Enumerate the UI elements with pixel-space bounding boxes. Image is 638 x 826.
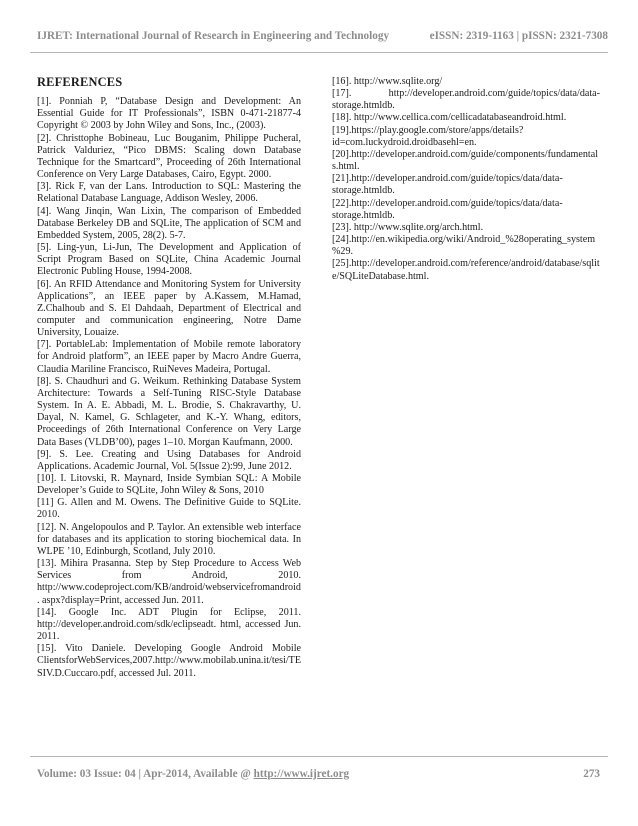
reference-item: [8]. S. Chaudhuri and G. Weikum. Rethinking Database System Architecture: Towards a Self-Tuning RISC-Style Database System. In A. E. Abbadi, M. L. Brodie, S. Chakravarthy, U. Dayal, N. Kamel, G. Schlageter, and K.-Y. Whang, editors, Proceedings of 26th International Conference on Very Large Data Bases (VLDB’00), pages 1–10. Morgan Kaufmann, 2000. xyxy=(37,375,301,448)
reference-item: [9]. S. Lee. Creating and Using Databases for Android Applications. Academic Journal, Vol. 5(Issue 2):99, June 2012. xyxy=(37,448,301,472)
reference-item: [24].http://en.wikipedia.org/wiki/Android_%28operating_system%29. xyxy=(332,234,596,258)
reference-item: [2]. Christtophe Bobineau, Luc Bouganim, Philippe Pucheral, Patrick Valduriez, “Pico DBMS: Scaling down Database Technique for the Smartcard”, Proceeding of 26th International Conference on Very Large Databases, Cairo, Egypt. 2000. xyxy=(37,132,301,181)
references-right-column xyxy=(332,76,600,283)
reference-item: [15]. Vito Daniele. Developing Google Android Mobile ClientsforWebServices,2007.http://www.mobilab.unina.it/tesi/TESIV.D.Cuccaro.pdf, accessed Jul. 2011. xyxy=(37,643,302,679)
reference-item: [12]. N. Angelopoulos and P. Taylor. An extensible web interface for databases and its application to storing biochemical data. In WLPE ’10, Edinburgh, Scotland, July 2010. xyxy=(37,521,301,557)
reference-item: [3]. Rick F, van der Lans. Introduction to SQL: Mastering the Relational Database Language, Addison Wesley, 2006. xyxy=(37,181,301,205)
running-footer xyxy=(37,768,600,784)
running-header xyxy=(37,30,608,46)
page-number: 273 xyxy=(583,768,600,780)
references-heading: REFERENCES xyxy=(37,75,123,89)
header-divider xyxy=(30,52,608,53)
volume-info xyxy=(37,768,349,784)
reference-item: [5]. Ling-yun, Li-Jun, The Development and Application of Script Program Based on SQLite, China Academic Journal Electronic Publing House, 1994-2008. xyxy=(37,242,301,278)
reference-item: [16]. http://www.sqlite.org/ xyxy=(332,76,443,87)
reference-item: [25].http://developer.android.com/reference/android/database/sqlite/SQLiteDatabase.html. xyxy=(332,258,600,282)
reference-item: [19].https://play.google.com/store/apps/details?id=com.luckydroid.droidbasehl=en. xyxy=(332,124,524,148)
reference-item: [10]. I. Litovski, R. Maynard, Inside Symbian SQL: A Mobile Developer’s Guide to SQLite, John Wiley & Sons, 2010 xyxy=(37,473,301,497)
reference-item: [18]. http://www.cellica.com/cellicadatabaseandroid.html. xyxy=(332,112,567,124)
reference-item: [11] G. Allen and M. Owens. The Definitive Guide to SQLite. 2010. xyxy=(37,497,301,521)
reference-item: [6]. An RFID Attendance and Monitoring System for University Applications”, an IEEE paper by A.Kassem, M.Hamad, Z.Chalhoub and S. El Dahdaah, Department of Electrical and computer and communication engineering, Notre Dame University, Louaize. xyxy=(37,278,301,339)
reference-item: [14]. Google Inc. ADT Plugin for Eclipse, 2011. http://developer.android.com/sdk/eclipseadt. html, accessed Jun. 2011. xyxy=(37,606,301,643)
reference-item: [21].http://developer.android.com/guide/topics/data/data-storage.htmldb. xyxy=(332,173,563,197)
reference-item: [17]. http://developer.android.com/guide/topics/data/data-storage.htmldb. xyxy=(332,88,600,112)
issn: eISSN: 2319-1163 | pISSN: 2321-7308 xyxy=(429,30,608,42)
reference-item: [1]. Ponniah P, “Database Design and Development: An Essential Guide for IT Professionals”, ISBN 0-471-21877-4 Copyright © 2003 by John Wiley and Sons, Inc., (2003). xyxy=(37,96,301,132)
journal-name: IJRET: International Journal of Research in Engineering and Technology xyxy=(37,30,390,42)
reference-item: [22].http://developer.android.com/guide/topics/data/data-storage.htmldb. xyxy=(332,197,563,221)
references-left-column xyxy=(37,76,301,680)
reference-item: [7]. PortableLab: Implementation of Mobile remote laboratory for Android platform”, an IEEE paper by Macro Andre Guerra, Claudia Mariline Francisco, RuiNeves Madeira, Portugal. xyxy=(37,339,301,375)
volume-text: Volume: 03 Issue: 04 | Apr-2014, Available @ xyxy=(37,768,251,780)
reference-item: [23]. http://www.sqlite.org/arch.html. xyxy=(332,221,484,233)
reference-item: [4]. Wang Jinqin, Wan Lixin, The comparison of Embedded Database Berkeley DB and SQLite, The application of SCM and Embedded System, 2005, 28(2). 5-7. xyxy=(37,205,301,241)
footer-divider xyxy=(30,756,608,757)
reference-item: [20].http://developer.android.com/guide/components/fundamentals.html. xyxy=(332,148,599,173)
reference-item: [13]. Mihira Prasanna. Step by Step Procedure to Access Web Services from Android, 2010. http://www.codeproject.com/KB/android/webservicefromandroid. aspx?display=Print, accessed Jun. 2011. xyxy=(37,558,301,606)
journal-link[interactable]: http://www.ijret.org xyxy=(253,768,350,780)
